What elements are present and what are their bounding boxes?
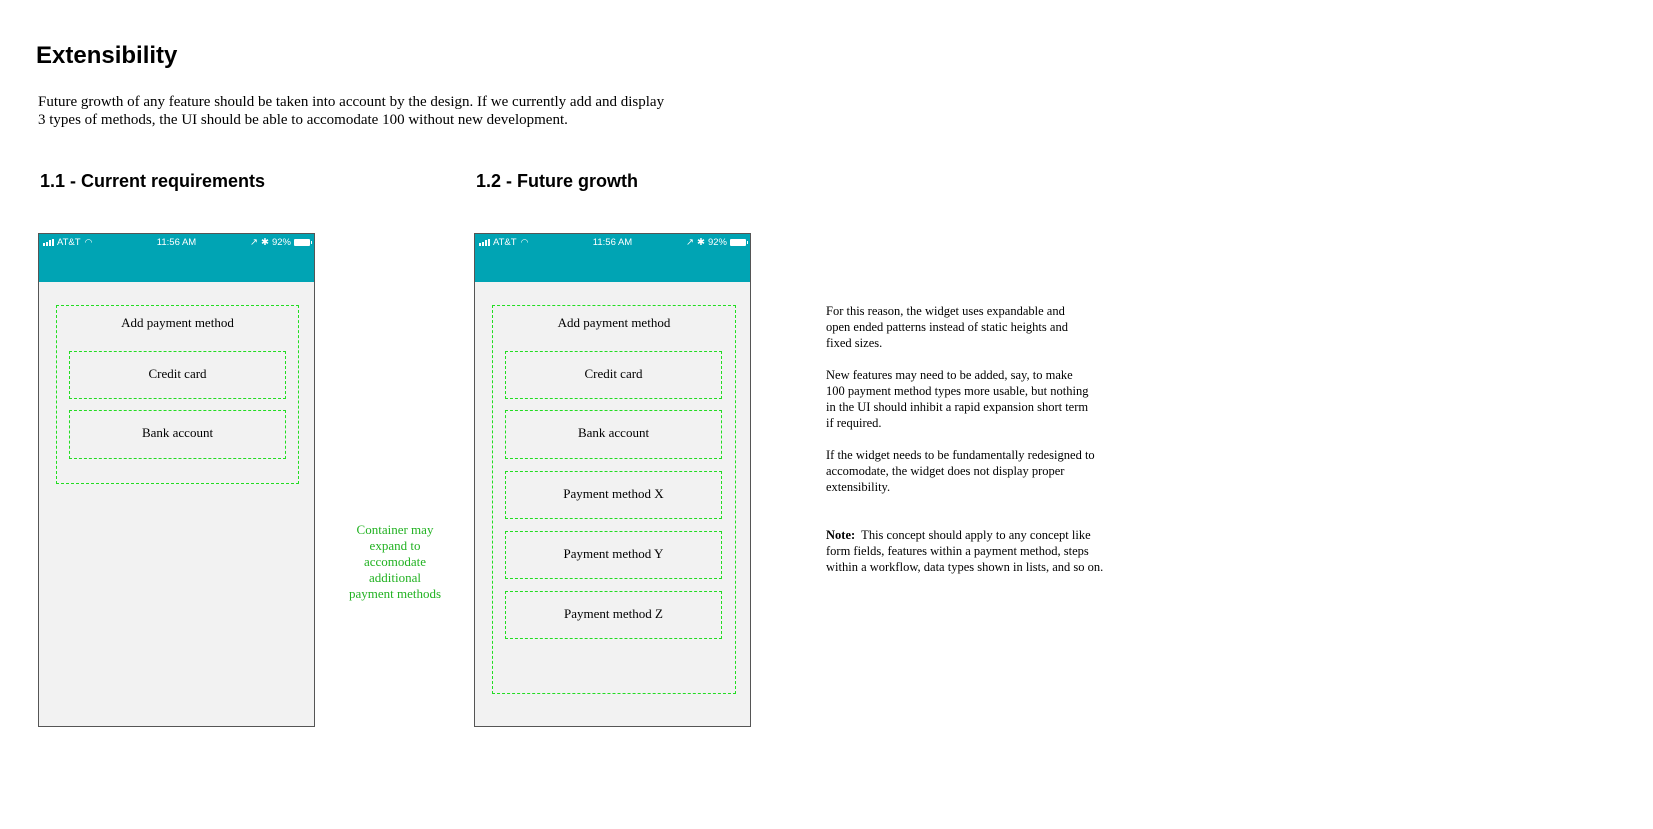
- payment-option-credit-card[interactable]: Credit card: [69, 351, 286, 399]
- payment-option-credit-card[interactable]: Credit card: [505, 351, 722, 399]
- status-bar: [475, 234, 750, 249]
- battery-icon: [294, 239, 310, 246]
- payment-option-method-y[interactable]: Payment method Y: [505, 531, 722, 579]
- section-title-current: 1.1 - Current requirements: [40, 171, 266, 191]
- payment-widget-container: [56, 305, 299, 484]
- payment-option-bank-account[interactable]: Bank account: [69, 410, 286, 459]
- battery-percent: 92%: [271, 237, 291, 248]
- location-icon: ↗: [250, 237, 259, 248]
- note-label: Note:: [826, 528, 856, 542]
- status-time: 11:56 AM: [592, 237, 633, 248]
- payment-option-method-z[interactable]: Payment method Z: [505, 591, 722, 639]
- bluetooth-icon: ✱: [261, 237, 269, 248]
- intro-line: 3 types of methods, the UI should be able to accomodate 100 without new development.: [38, 112, 568, 128]
- notes-paragraph: For this reason, the widget uses expandable and open ended patterns instead of static heights and fixed sizes.: [826, 304, 1068, 350]
- wifi-icon: ◠: [520, 237, 529, 247]
- section-title-future: 1.2 - Future growth: [476, 171, 638, 191]
- phone-header: [39, 234, 314, 282]
- page-title: Extensibility: [36, 42, 178, 69]
- explanation-notes: [826, 303, 1156, 591]
- notes-paragraph: If the widget needs to be fundamentally redesigned to accomodate, the widget does not display proper extensibility.: [826, 448, 1095, 494]
- payment-option-bank-account[interactable]: Bank account: [505, 410, 722, 459]
- phone-mockup-future: [474, 233, 751, 727]
- status-bar: [39, 234, 314, 249]
- payment-option-method-x[interactable]: Payment method X: [505, 471, 722, 519]
- status-time: 11:56 AM: [156, 237, 197, 248]
- add-payment-method-label: Add payment method: [121, 315, 234, 330]
- phone-header: [475, 234, 750, 282]
- wifi-icon: ◠: [84, 237, 93, 247]
- carrier-label: AT&T: [493, 237, 517, 248]
- location-icon: ↗: [686, 237, 695, 248]
- bluetooth-icon: ✱: [697, 237, 705, 248]
- notes-note-paragraph: Note: This concept should apply to any concept like form fields, features within a payment method, steps within a workflow, data types shown in lists, and so on.: [826, 528, 1104, 574]
- payment-widget-container-expanded: [492, 305, 736, 694]
- carrier-label: AT&T: [57, 237, 81, 248]
- intro-text: [38, 93, 738, 129]
- expand-annotation: Container may expand to accomodate additional payment methods: [348, 522, 442, 601]
- add-payment-method-label: Add payment method: [557, 315, 671, 330]
- battery-percent: 92%: [707, 237, 727, 248]
- phone-mockup-current: [38, 233, 315, 727]
- intro-line: Future growth of any feature should be taken into account by the design. If we currently add and display: [38, 94, 665, 110]
- notes-paragraph: New features may need to be added, say, to make 100 payment method types more usable, but nothing in the UI should inhibit a rapid expansion short term if required.: [826, 368, 1089, 430]
- battery-icon: [730, 239, 746, 246]
